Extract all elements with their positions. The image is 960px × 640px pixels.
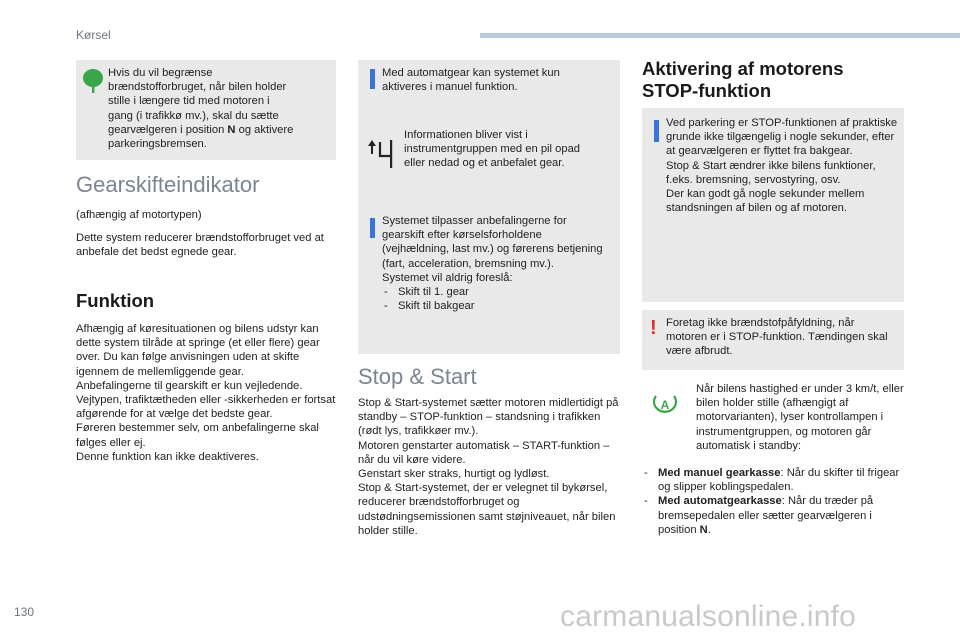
info-text-system: [382, 214, 608, 313]
eco-line: brændstofforbruget, når bilen holder: [108, 81, 287, 94]
standby-conditions: [642, 466, 904, 537]
paragraph: Stop & Start-systemet, der er velegnet til bykørsel, reducerer brændstofforbruget og udstødningsemissionen samt støjniveauet, når bilen holder stille.: [358, 482, 616, 537]
lamp-text: Når bilens hastighed er under 3 km/t, eller bilen holder stille (afhængigt af motorvarianten), lyser kontrollampen i instrumentgruppen, og motoren går automatisk i standby:: [696, 383, 904, 452]
paragraph: Denne funktion kan ikke deaktiveres.: [76, 450, 259, 463]
eco-line: parkeringsbremsen.: [108, 138, 207, 151]
eco-note-box: [76, 60, 336, 160]
item-label: Med manuel gearkasse: [658, 467, 781, 479]
paragraph: Føreren bestemmer selv, om anbefalingerne skal følges eller ej.: [76, 422, 319, 449]
list-item: - Skift til bakgear: [382, 299, 608, 313]
eco-line: [108, 123, 330, 137]
info-icon: [654, 120, 659, 142]
info-icon: [370, 218, 375, 238]
gear-n: N: [227, 123, 236, 136]
watermark: carmanualsonline.info: [560, 600, 857, 633]
info-text-automatic: Med automatgear kan systemet kun aktiveres i manuel funktion.: [382, 67, 560, 94]
intro-paragraph: Dette system reducerer brændstofforbruget ved at anbefale det bedst egnede gear.: [76, 232, 324, 259]
warning-box: [642, 310, 904, 370]
lamp-letter: A: [660, 398, 670, 412]
suggestion-list: [382, 285, 608, 313]
eco-note-text: [108, 66, 330, 151]
gear-n: N: [699, 523, 708, 536]
eco-line-part: gearvælgeren i position: [108, 123, 228, 136]
info-box-system: [358, 208, 620, 354]
paragraph: Systemet tilpasser anbefalingerne for gearskift efter kørselsforholdene (vejhældning, last mv.) og førerens betjening (fart, acceleration, bremsning mv.).: [382, 215, 603, 270]
eco-line-part: og aktivere: [235, 123, 294, 136]
leaf-icon: [82, 68, 104, 99]
section-title-funktion: Funktion: [76, 290, 155, 311]
list-item: - Skift til 1. gear: [382, 285, 608, 299]
paragraph: Afhængig af køresituationen og bilens udstyr kan dette system tilråde at springe (et eller flere) gear over. Du kan følge anvisningen uden at skifte igennem de mellemliggende gear.: [76, 323, 320, 378]
item-text: .: [707, 523, 711, 536]
warning-text: Foretag ikke brændstofpåfyldning, når motoren er i STOP-funktion. Tændingen skal være afbrudt.: [666, 317, 888, 358]
eco-line: gang (i trafikkø mv.), skal du sætte: [108, 109, 279, 122]
eco-line: stille i længere tid med motoren i: [108, 95, 270, 108]
list-item: [642, 494, 904, 537]
info-text-display: Informationen bliver vist i instrumentgruppen med en pil opad eller nedad og et anbefalet gear.: [404, 129, 581, 170]
list-item: [642, 466, 904, 494]
stop-start-lamp-icon: [650, 392, 680, 421]
section-label: Kørsel: [76, 28, 111, 42]
paragraph: Motoren genstarter automatisk – START-funktion – når du vil køre videre.: [358, 439, 610, 466]
title-line: Aktivering af motorens: [642, 58, 844, 79]
page-number: 130: [14, 605, 35, 619]
paragraph: Anbefalingerne til gearskift er kun vejledende. Vejtypen, trafiktætheden eller -sikkerheden er fortsat afgørende for at vælge det bedste gear.: [76, 379, 336, 421]
gear-indicator-icon: [366, 138, 398, 175]
item-label: Med automatgearkasse: [658, 495, 782, 508]
header-bar: [480, 33, 960, 38]
condition-list: [642, 466, 904, 537]
paragraph: Genstart sker straks, hurtigt og lydløst.: [358, 468, 550, 481]
info-icon: [370, 69, 375, 89]
section-title-gearskifteindikator: Gearskifteindikator: [76, 172, 260, 197]
paragraph: Der kan godt gå nogle sekunder mellem standsningen af bilen og af motoren.: [666, 188, 865, 215]
info-box-parking: [642, 108, 904, 302]
warning-icon: !: [650, 317, 657, 339]
paragraph: Ved parkering er STOP-funktionen af praktiske grunde ikke tilgængelig i nogle sekunder, efter at gearvælgeren er flyttet fra bakgear.: [666, 117, 898, 158]
item-text: : Når du skifter til frigear og slipper koblingspedalen.: [658, 467, 900, 494]
title-line: STOP-funktion: [642, 80, 772, 101]
subtitle: (afhængig af motortypen): [76, 209, 202, 221]
item-text: : Når du træder på bremsepedalen eller sætter gearvælgeren i position: [658, 495, 874, 536]
paragraph: Stop & Start ændrer ikke bilens funktioner, f.eks. bremsning, servostyring, osv.: [666, 159, 876, 186]
section-title-aktivering: [642, 58, 844, 102]
eco-line: Hvis du vil begrænse: [108, 67, 213, 79]
stop-start-text: [358, 396, 620, 538]
paragraph: Systemet vil aldrig foreslå:: [382, 271, 513, 284]
paragraph: Stop & Start-systemet sætter motoren midlertidigt på standby – STOP-funktion – standsning i trafikken (rødt lys, trafikkøer mv.).: [358, 397, 619, 438]
section-title-stop-start: Stop & Start: [358, 364, 477, 389]
funktion-text: [76, 322, 338, 464]
info-text-parking: [666, 116, 900, 215]
